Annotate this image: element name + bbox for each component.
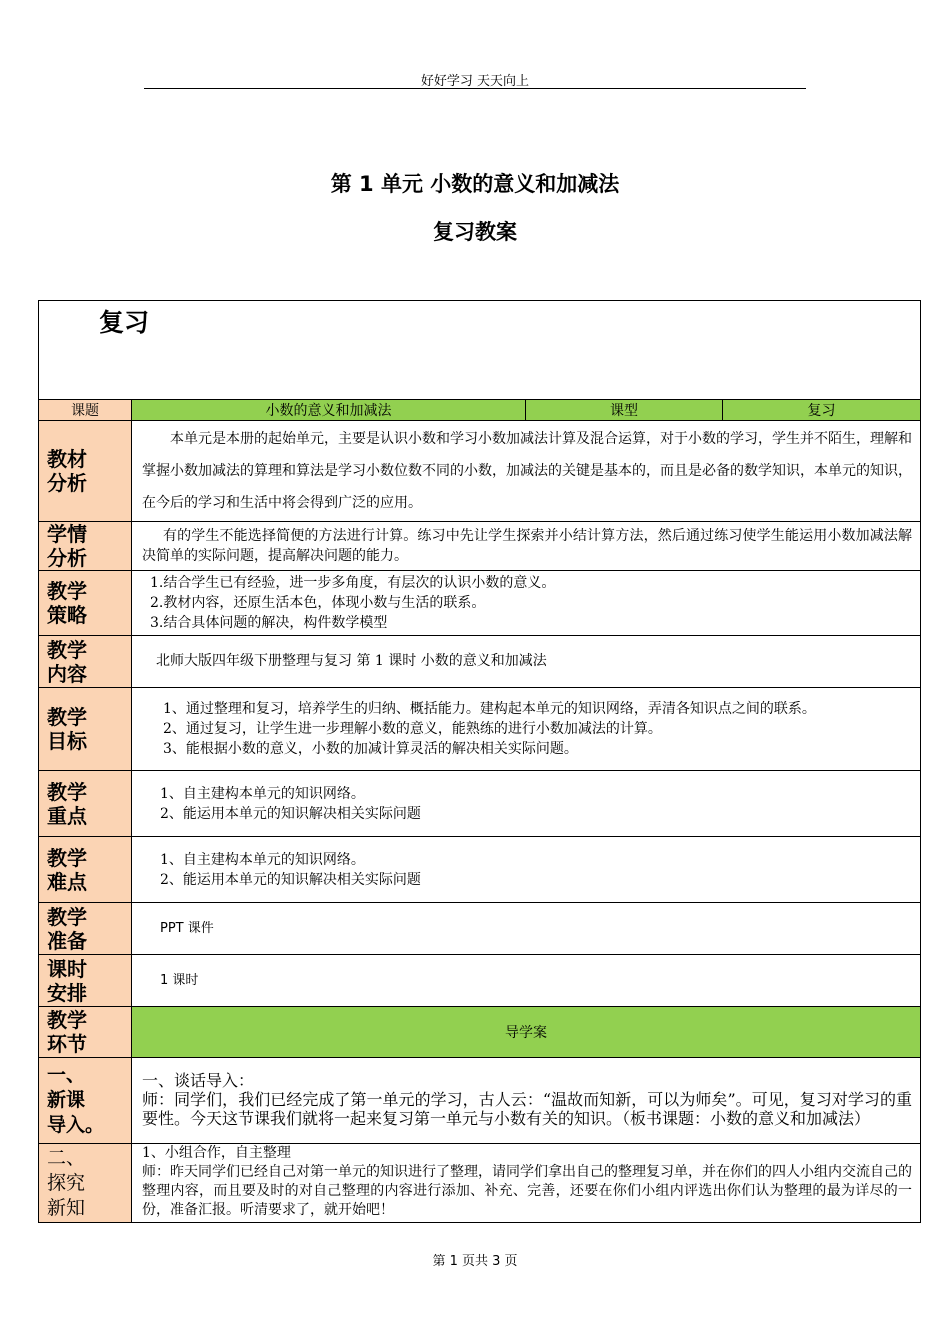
goals-label [39, 688, 132, 771]
explore-text [132, 1144, 921, 1223]
preparation-row [39, 903, 921, 955]
strategy-label-line2: 策略 [47, 603, 87, 627]
materials-label-line2: 分析 [47, 471, 87, 495]
difficulties-label [39, 837, 132, 903]
difficulties-item: 2、能运用本单元的知识解决相关实际问题 [160, 871, 421, 888]
review-cell [39, 301, 921, 400]
strategy-item: 1.结合学生已有经验，进一步多角度，有层次的认识小数的意义。 [150, 575, 556, 591]
goals-item: 3、能根据小数的意义，小数的加减计算灵活的解决相关实际问题。 [163, 741, 578, 757]
plan-title: 复习教案 [433, 220, 517, 244]
strategy-row [39, 571, 921, 636]
schedule-paragraph: 1 课时 [160, 973, 199, 988]
intro-label [39, 1058, 132, 1144]
strategy-label-line1: 教学 [47, 579, 87, 603]
steps-row [39, 1007, 921, 1058]
content-label-line1: 教学 [47, 637, 87, 662]
intro-item: 师：同学们，我们已经完成了第一单元的学习，古人云：“温故而知新，可以为师矣”。可见，复习对学习的重要性。今天这节课我们就将一起来复习第一单元与小数有关的知识。（板书课题：小数的意义和加减法） [142, 1090, 913, 1128]
students-text [132, 522, 921, 571]
topic-value: 小数的意义和加减法 [132, 400, 526, 421]
difficulties-label-line1: 教学 [47, 845, 87, 870]
materials-text [132, 421, 921, 522]
schedule-label-line1: 课时 [47, 956, 87, 981]
explore-label-line1: 二、 [47, 1146, 86, 1169]
materials-label [39, 421, 132, 522]
students-paragraph: 有的学生不能选择简便的方法进行计算。练习中先让学生探索并小结计算方法，然后通过练习使学生能运用小数加减法解决简单的实际问题，提高解决问题的能力。 [142, 528, 913, 564]
students-row [39, 522, 921, 571]
page-header: 好好学习 天天向上 [420, 74, 530, 89]
lesson-plan-table [38, 300, 921, 1223]
explore-label [39, 1144, 132, 1223]
content-paragraph: 北师大版四年级下册整理与复习 第 1 课时 小数的意义和加减法 [156, 653, 547, 669]
key-points-item: 2、能运用本单元的知识解决相关实际问题 [160, 805, 421, 822]
topic-label: 课题 [39, 400, 132, 421]
strategy-text [132, 571, 921, 636]
review-row [39, 301, 921, 400]
key-points-label-line1: 教学 [47, 779, 87, 804]
goals-row [39, 688, 921, 771]
unit-title: 第 1 单元 小数的意义和加减法 [330, 172, 620, 196]
explore-label-line3: 新知 [47, 1196, 86, 1219]
preparation-label-line2: 准备 [47, 928, 87, 953]
content-label-line2: 内容 [47, 661, 87, 686]
intro-text [132, 1058, 921, 1144]
difficulties-label-line2: 难点 [47, 869, 87, 894]
explore-row [39, 1144, 921, 1223]
key-points-text [132, 771, 921, 837]
type-value: 复习 [723, 400, 921, 421]
schedule-label [39, 955, 132, 1007]
guide-plan-cell: 导学案 [132, 1007, 921, 1058]
review-label: 复习 [99, 308, 150, 337]
key-points-label-line2: 重点 [47, 803, 87, 828]
goals-item: 2、通过复习，让学生进一步理解小数的意义，能熟练的进行小数加减法的计算。 [163, 721, 662, 737]
strategy-label [39, 571, 132, 636]
goals-item: 1、通过整理和复习，培养学生的归纳、概括能力。建构起本单元的知识网络，弄清各知识点之间的联系。 [163, 701, 816, 717]
content-label [39, 636, 132, 688]
goals-text [132, 688, 921, 771]
steps-label-line1: 教学 [47, 1008, 87, 1032]
preparation-label-line1: 教学 [47, 904, 87, 929]
intro-label-line2: 新课 [47, 1089, 86, 1111]
goals-label-line1: 教学 [47, 705, 87, 729]
materials-paragraph: 本单元是本册的起始单元，主要是认识小数和学习小数加减法计算及混合运算，对于小数的学习，学生并不陌生，理解和掌握小数加减法的算理和算法是学习小数位数不同的小数，加减法的关键是基本的，而且是必备的数学知识，本单元的知识，在今后的学习和生活中将会得到广泛的应用。 [142, 431, 913, 511]
schedule-text [132, 955, 921, 1007]
key-points-label [39, 771, 132, 837]
preparation-paragraph: PPT 课件 [160, 921, 214, 936]
students-label-line2: 分析 [47, 546, 87, 570]
content-row [39, 636, 921, 688]
steps-label-line2: 环节 [47, 1032, 87, 1056]
steps-label [39, 1007, 132, 1058]
difficulties-text [132, 837, 921, 903]
explore-item: 1、小组合作，自主整理 [142, 1145, 291, 1161]
page-footer: 第 1 页共 3 页 [432, 1254, 518, 1269]
key-points-row [39, 771, 921, 837]
preparation-text [132, 903, 921, 955]
schedule-label-line2: 安排 [47, 980, 87, 1005]
intro-row [39, 1058, 921, 1144]
content-text [132, 636, 921, 688]
intro-label-line3: 导入。 [47, 1114, 105, 1136]
materials-label-line1: 教材 [47, 447, 87, 471]
explore-item: 师：昨天同学们已经自己对第一单元的知识进行了整理，请同学们拿出自己的整理复习单，并在你们的四人小组内交流自己的整理内容，而且要及时的对自己整理的内容进行添加、补充、完善，还要在你们小组内评选出你们认为整理的最为详尽的一份，准备汇报。听清要求了，就开始吧！ [142, 1164, 913, 1218]
key-points-item: 1、自主建构本单元的知识网络。 [160, 785, 365, 802]
goals-label-line2: 目标 [47, 729, 87, 753]
type-label: 课型 [526, 400, 723, 421]
materials-row [39, 421, 921, 522]
info-row [39, 400, 921, 421]
strategy-item: 3.结合具体问题的解决，构件数学模型 [150, 615, 388, 631]
students-label-line1: 学情 [47, 522, 87, 546]
difficulties-row [39, 837, 921, 903]
explore-label-line2: 探究 [47, 1171, 86, 1194]
header-rule [144, 88, 806, 89]
intro-label-line1: 一、 [47, 1064, 86, 1086]
intro-item: 一、谈话导入： [142, 1071, 255, 1090]
strategy-item: 2.教材内容，还原生活本色，体现小数与生活的联系。 [150, 595, 486, 611]
students-label [39, 522, 132, 571]
preparation-label [39, 903, 132, 955]
schedule-row [39, 955, 921, 1007]
difficulties-item: 1、自主建构本单元的知识网络。 [160, 851, 365, 868]
